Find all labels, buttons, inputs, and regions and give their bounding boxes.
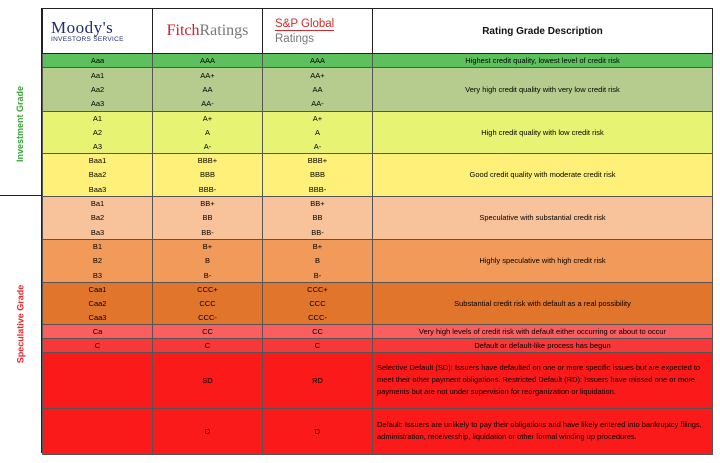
rating-row [43, 282, 713, 296]
fitch-rating: AA+ [153, 68, 263, 83]
grade-description: Very high levels of credit risk with default either occurring or about to occur [373, 324, 713, 338]
sp-rating: B+ [263, 239, 373, 253]
grade-description: Very high credit quality with very low credit risk [373, 68, 713, 112]
sp-rating: RD [263, 352, 373, 408]
fitch-logo-part2: Ratings [199, 22, 249, 39]
sp-rating: BBB+ [263, 153, 373, 167]
fitch-rating: BBB- [153, 182, 263, 196]
grade-description: High credit quality with low credit risk [373, 111, 713, 153]
sp-rating: CCC+ [263, 282, 373, 296]
sp-rating: AA [263, 82, 373, 97]
moodys-rating: Caa3 [43, 310, 153, 324]
fitch-rating: A- [153, 139, 263, 153]
speculative-grade-label-wrap [0, 196, 40, 451]
moodys-rating: Caa1 [43, 282, 153, 296]
sp-rating: D [263, 408, 373, 454]
fitch-rating: CCC [153, 296, 263, 310]
sp-rating: AA- [263, 97, 373, 112]
moodys-rating: B2 [43, 254, 153, 268]
speculative-grade-label: Speculative Grade [15, 284, 26, 363]
fitch-rating: B- [153, 268, 263, 282]
grade-description: Highest credit quality, lowest level of credit risk [373, 54, 713, 68]
sp-rating: BB [263, 211, 373, 225]
moodys-rating: Aa2 [43, 82, 153, 97]
fitch-rating: BB+ [153, 196, 263, 210]
moodys-rating: Aaa [43, 54, 153, 68]
sp-logo-sub: Ratings [275, 32, 314, 45]
sp-rating: CCC [263, 296, 373, 310]
sp-rating: A+ [263, 111, 373, 125]
sp-rating: B- [263, 268, 373, 282]
moodys-rating: Aa3 [43, 97, 153, 112]
moodys-rating: Ba2 [43, 211, 153, 225]
moodys-rating: A1 [43, 111, 153, 125]
moodys-rating: Caa2 [43, 296, 153, 310]
moodys-rating: B1 [43, 239, 153, 253]
fitch-rating: AA [153, 82, 263, 97]
fitch-rating: BB- [153, 225, 263, 239]
sp-rating: AA+ [263, 68, 373, 83]
rating-row [43, 54, 713, 68]
fitch-rating: AAA [153, 54, 263, 68]
fitch-rating: C [153, 338, 263, 352]
rating-row [43, 153, 713, 167]
fitch-rating: A [153, 125, 263, 139]
fitch-rating: BB [153, 211, 263, 225]
fitch-rating: BBB+ [153, 153, 263, 167]
fitch-logo-part1: Fitch [166, 22, 200, 39]
sp-logo [263, 9, 373, 54]
fitch-logo [153, 9, 263, 54]
rating-row [43, 196, 713, 210]
fitch-rating: SD [153, 352, 263, 408]
rating-row [43, 352, 713, 408]
fitch-rating: B+ [153, 239, 263, 253]
sp-rating: C [263, 338, 373, 352]
sp-rating: AAA [263, 54, 373, 68]
fitch-rating: D [153, 408, 263, 454]
grade-description: Default: Issuers are unlikely to pay their obligations and have likely entered into bankruptcy filings, administration, receivership, liquidation or other formal winding up procedures. [373, 408, 713, 454]
grade-description: Selective Default (SD): Issuers have defaulted on one or more specific issues but are expected to meet their other payment obligations. Restricted Default (RD): Issuers have missed one or more payments but are not under supervision for reorganization or liquidation. [373, 352, 713, 408]
sp-rating: BBB [263, 168, 373, 182]
grade-description: Substantial credit risk with default as a real possibility [373, 282, 713, 324]
sp-rating: BBB- [263, 182, 373, 196]
fitch-rating: A+ [153, 111, 263, 125]
fitch-rating: CCC+ [153, 282, 263, 296]
rating-row [43, 111, 713, 125]
moodys-rating: C [43, 338, 153, 352]
sp-rating: CC [263, 324, 373, 338]
rating-row [43, 338, 713, 352]
moodys-rating: Baa1 [43, 153, 153, 167]
sp-rating: A [263, 125, 373, 139]
sp-rating: CCC- [263, 310, 373, 324]
moodys-rating: Ca [43, 324, 153, 338]
sp-rating: A- [263, 139, 373, 153]
fitch-rating: B [153, 254, 263, 268]
investment-grade-label: Investment Grade [15, 85, 25, 162]
ratings-table [42, 8, 713, 455]
fitch-rating: BBB [153, 168, 263, 182]
moodys-rating: Ba1 [43, 196, 153, 210]
sp-rating: B [263, 254, 373, 268]
moodys-rating: Baa3 [43, 182, 153, 196]
grade-description: Speculative with substantial credit risk [373, 196, 713, 239]
moodys-rating: Aa1 [43, 68, 153, 83]
fitch-rating: AA- [153, 97, 263, 112]
moodys-rating: Ba3 [43, 225, 153, 239]
sp-logo-name: S&P Global [275, 17, 335, 30]
grade-description: Highly speculative with high credit risk [373, 239, 713, 282]
moodys-rating: A2 [43, 125, 153, 139]
moodys-rating: B3 [43, 268, 153, 282]
moodys-rating [43, 352, 153, 408]
sp-rating: BB+ [263, 196, 373, 210]
moodys-rating [43, 408, 153, 454]
fitch-rating: CCC- [153, 310, 263, 324]
moodys-rating: Baa2 [43, 168, 153, 182]
sp-rating: BB- [263, 225, 373, 239]
grade-description: Default or default-like process has begun [373, 338, 713, 352]
investment-grade-label-wrap [0, 52, 40, 195]
rating-row [43, 68, 713, 83]
moodys-rating: A3 [43, 139, 153, 153]
moodys-logo-name: Moody's [51, 17, 114, 37]
fitch-rating: CC [153, 324, 263, 338]
moodys-logo [43, 9, 153, 54]
grade-description: Good credit quality with moderate credit risk [373, 153, 713, 196]
rating-row [43, 408, 713, 454]
description-header: Rating Grade Description [373, 9, 713, 54]
moodys-logo-sub: INVESTORS SERVICE [51, 35, 124, 43]
rating-row [43, 324, 713, 338]
header-row [43, 9, 713, 54]
rating-row [43, 239, 713, 253]
